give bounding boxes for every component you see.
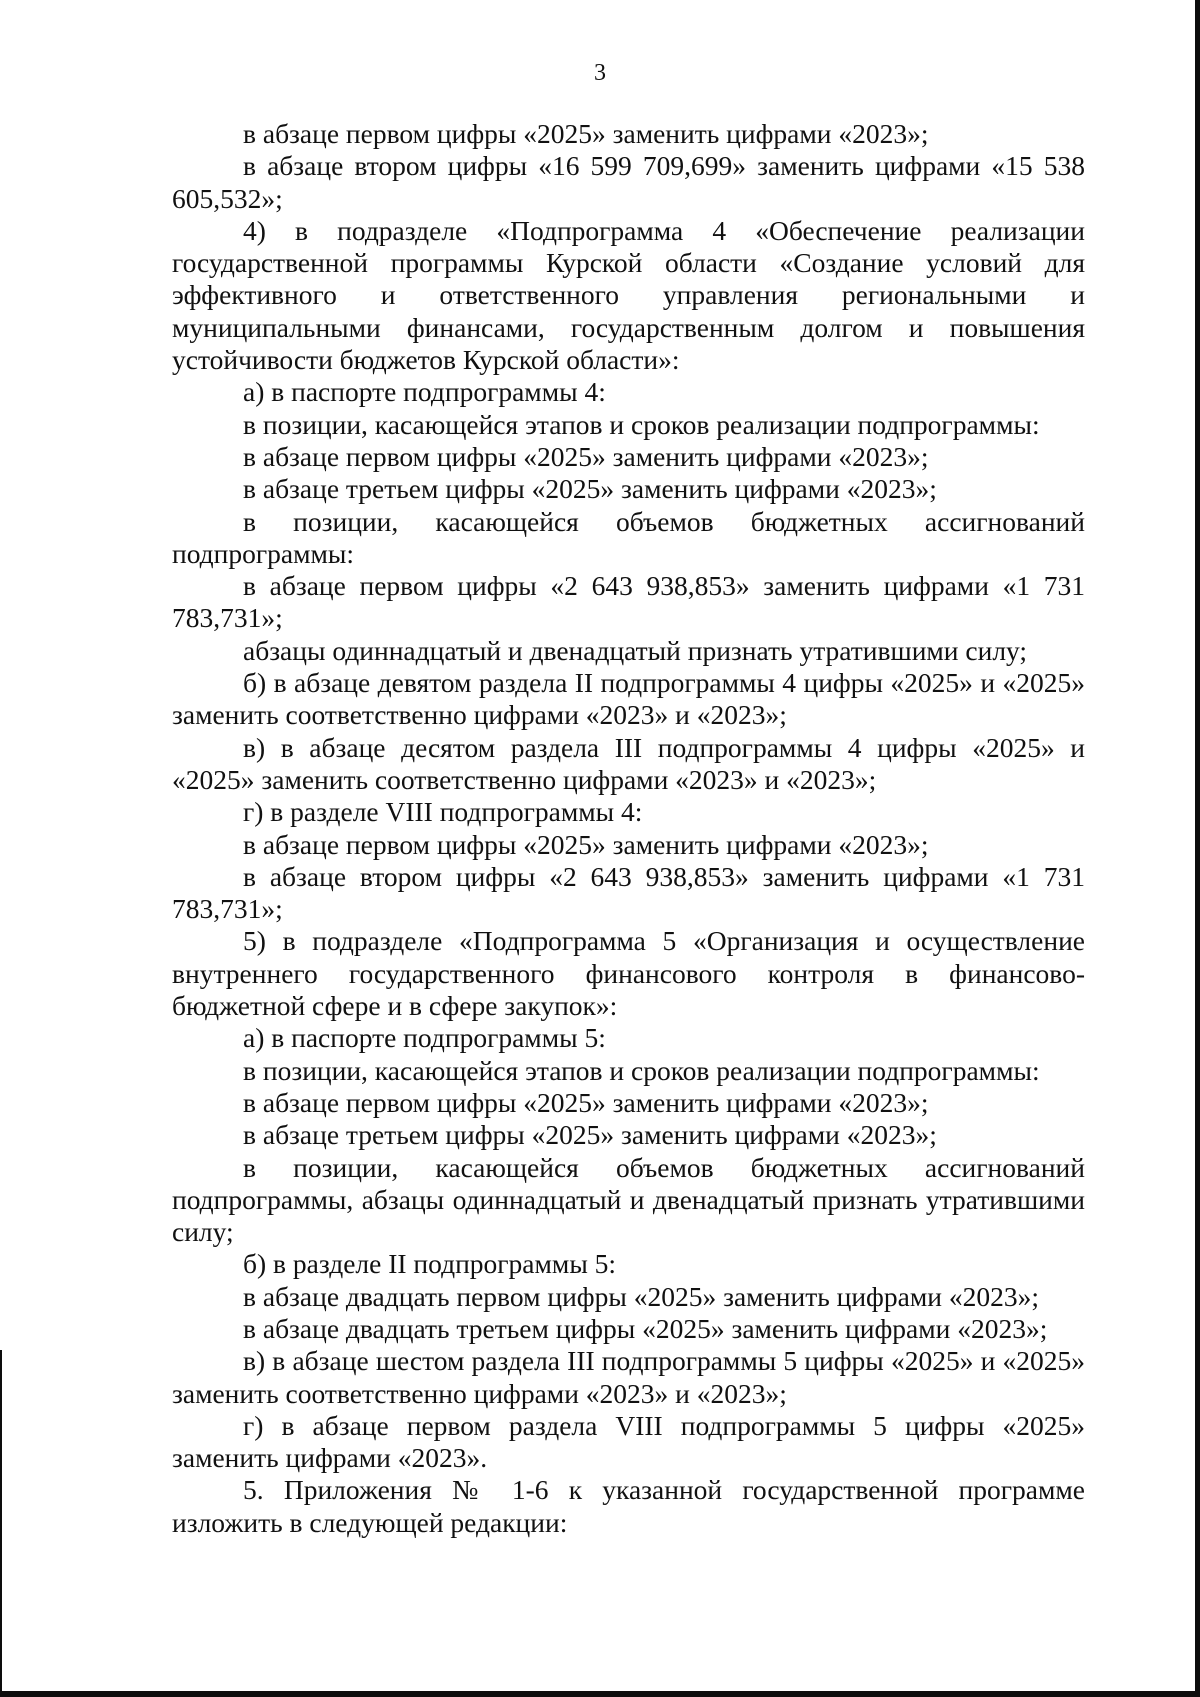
paragraph: в позиции, касающейся объемов бюджетных ассигнований подпрограммы, абзацы одиннадцатый и двенадцатый признать утратившими силу; (172, 1151, 1085, 1248)
paragraph: 5. Приложения № 1-6 к указанной государственной программе изложить в следующей редакции: (172, 1474, 1085, 1538)
document-body (172, 118, 1085, 1539)
paragraph: а) в паспорте подпрограммы 4: (243, 376, 606, 408)
paragraph: в) в абзаце шестом раздела III подпрограммы 5 цифры «2025» и «2025» заменить соответственно цифрами «2023» и «2023»; (172, 1345, 1085, 1409)
paragraph: в абзаце первом цифры «2025» заменить цифрами «2023»; (243, 118, 929, 149)
paragraph: 5) в подразделе «Подпрограмма 5 «Организация и осуществление внутреннего государственного финансового контроля в финансово-бюджетной сфере и в сфере закупок»: (172, 925, 1085, 1022)
paragraph: б) в абзаце девятом раздела II подпрограммы 4 цифры «2025» и «2025» заменить соответственно цифрами «2023» и «2023»; (172, 667, 1085, 731)
scan-edge-left (0, 1350, 2, 1697)
paragraph: в абзаце третьем цифры «2025» заменить цифрами «2023»; (243, 473, 937, 505)
paragraph: в абзаце третьем цифры «2025» заменить цифрами «2023»; (243, 1119, 937, 1151)
paragraph: в абзаце первом цифры «2025» заменить цифрами «2023»; (243, 1086, 929, 1118)
paragraph: в абзаце втором цифры «2 643 938,853» заменить цифрами «1 731 783,731»; (172, 860, 1085, 925)
page-number: 3 (594, 60, 606, 86)
paragraph: абзацы одиннадцатый и двенадцатый признать утратившими силу; (243, 634, 1028, 666)
paragraph: г) в разделе VIII подпрограммы 4: (243, 796, 643, 828)
paragraph: в абзаце первом цифры «2025» заменить цифрами «2023»; (243, 828, 929, 860)
paragraph: в позиции, касающейся объемов бюджетных ассигнований подпрограммы: (172, 505, 1085, 569)
paragraph: в абзаце втором цифры «16 599 709,699» заменить цифрами «15 538 605,532»; (172, 150, 1085, 214)
paragraph: 4) в подразделе «Подпрограмма 4 «Обеспечение реализации государственной программы Курской области «Создание условий для эффективного и ответственного управления региональными и муниципальными финансами, государственным долгом и повышения устойчивости бюджетов Курской области»: (172, 214, 1085, 376)
paragraph: в абзаце первом цифры «2025» заменить цифрами «2023»; (243, 440, 929, 472)
paragraph: в) в абзаце десятом раздела III подпрограммы 4 цифры «2025» и «2025» заменить соответственно цифрами «2023» и «2023»; (172, 731, 1085, 795)
paragraph: в позиции, касающейся этапов и сроков реализации подпрограммы: (243, 1054, 1040, 1086)
paragraph: в абзаце двадцать третьем цифры «2025» заменить цифрами «2023»; (243, 1312, 1048, 1344)
scan-edge-bottom (0, 1691, 1200, 1697)
scan-edge-right (1195, 0, 1200, 1697)
paragraph: в абзаце первом цифры «2 643 938,853» заменить цифрами «1 731 783,731»; (172, 570, 1085, 634)
paragraph: б) в разделе II подпрограммы 5: (243, 1248, 617, 1280)
paragraph: г) в абзаце первом раздела VIII подпрограммы 5 цифры «2025» заменить цифрами «2023». (172, 1409, 1085, 1474)
paragraph: в позиции, касающейся этапов и сроков реализации подпрограммы: (243, 408, 1040, 440)
paragraph: в абзаце двадцать первом цифры «2025» заменить цифрами «2023»; (243, 1280, 1039, 1312)
paragraph: а) в паспорте подпрограммы 5: (243, 1022, 606, 1054)
